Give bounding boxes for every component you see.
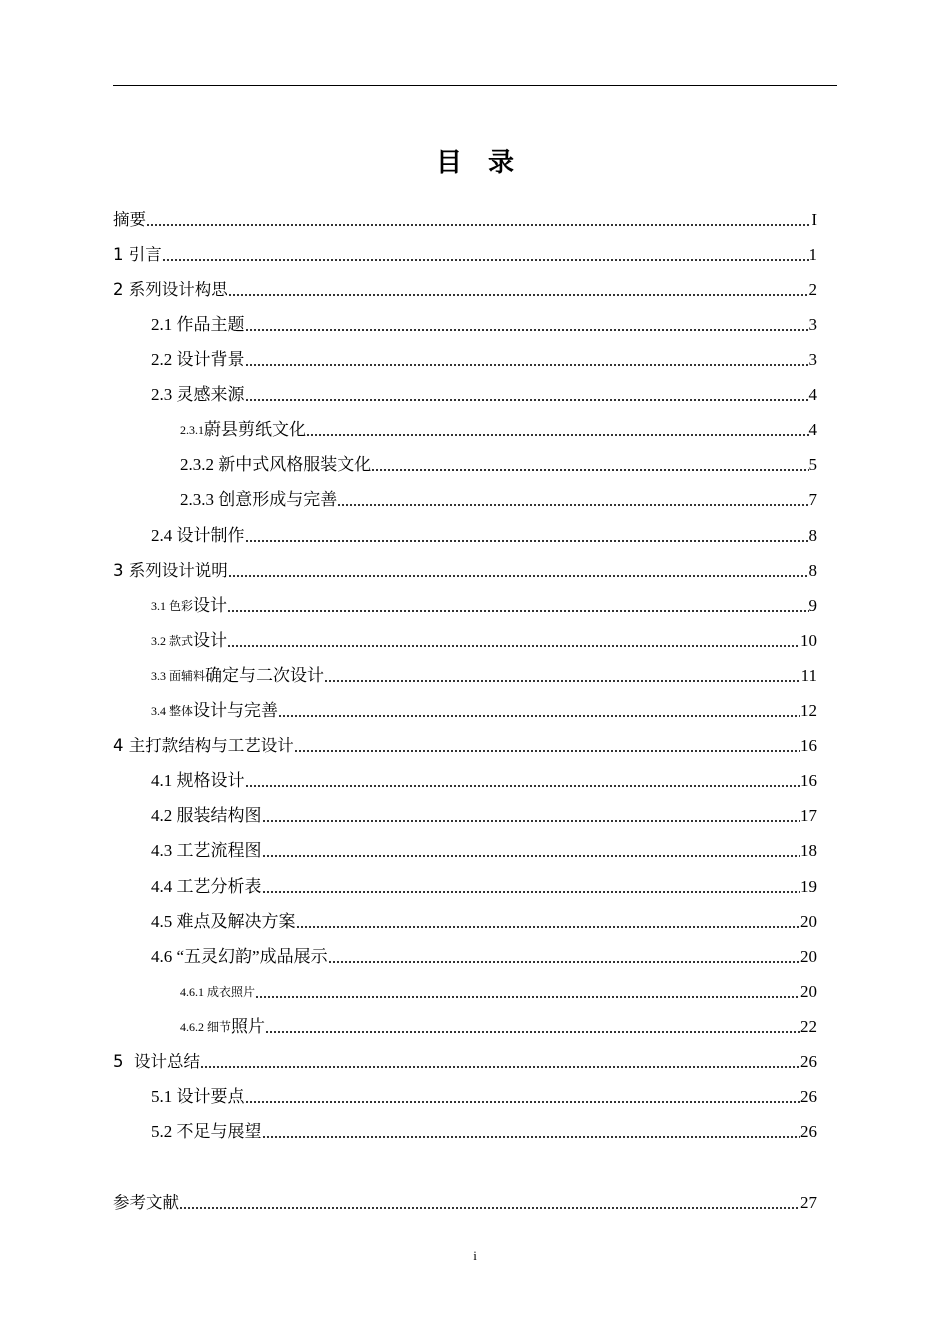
toc-page-number: 2: [808, 280, 817, 299]
toc-label: 1 引言: [113, 245, 162, 264]
toc-label: 设计: [193, 631, 228, 650]
toc-leader: [245, 364, 809, 366]
toc-label: 3 系列设计说明: [113, 561, 228, 580]
toc-number: 2.3.1: [180, 423, 204, 437]
toc-leader: [328, 961, 800, 963]
toc-label: 设计: [193, 596, 228, 615]
toc-label: 4.6 “五灵幻韵”成品展示: [151, 947, 328, 966]
toc-page-number: 16: [800, 771, 817, 790]
toc-leader: [371, 469, 808, 471]
toc-leader: [245, 399, 809, 401]
toc-page-number: 20: [800, 912, 817, 931]
toc-page-number: 4: [808, 385, 817, 404]
toc-label: 4.5 难点及解决方案: [151, 912, 296, 931]
toc-entry-4-6[interactable]: [151, 944, 817, 968]
toc-entry-3-1[interactable]: [151, 593, 817, 617]
toc-label: 5 设计总结: [113, 1052, 200, 1071]
toc-entry-2-3-3[interactable]: [180, 487, 817, 511]
toc-leader: [245, 329, 809, 331]
toc-entry-3-3[interactable]: [151, 663, 817, 687]
toc-page-number: 27: [800, 1193, 817, 1212]
toc-number: 3.2 款式: [151, 634, 194, 648]
toc-label: 蔚县剪纸文化: [204, 420, 306, 439]
toc-label: 2.4 设计制作: [151, 526, 245, 545]
toc-entry-ch1[interactable]: [113, 242, 817, 266]
toc-entry-4-1[interactable]: [151, 768, 817, 792]
toc-leader: [245, 785, 801, 787]
toc-entry-4-6-1[interactable]: [180, 979, 817, 1003]
toc-entry-2-3-2[interactable]: [180, 452, 817, 476]
toc-entry-4-3[interactable]: [151, 838, 817, 862]
toc-page-number: 10: [800, 631, 817, 650]
toc-entry-ch2[interactable]: [113, 277, 817, 301]
toc-leader: [179, 1207, 800, 1209]
toc-page-number: 26: [800, 1122, 817, 1141]
toc-leader: [255, 996, 800, 998]
toc-entry-references[interactable]: [113, 1190, 817, 1214]
toc-label: 4.3 工艺流程图: [151, 841, 262, 860]
toc-leader: [227, 645, 800, 647]
toc-entry-4-2[interactable]: [151, 803, 817, 827]
toc-label: 设计与完善: [193, 701, 279, 720]
toc-number: 3.1 色彩: [151, 599, 194, 613]
toc-leader: [162, 259, 809, 261]
toc-leader: [228, 575, 809, 577]
toc-label: 照片: [231, 1017, 266, 1036]
toc-label: 5.2 不足与展望: [151, 1122, 262, 1141]
toc-leader: [262, 820, 801, 822]
toc-leader: [227, 610, 808, 612]
toc-page-number: 17: [800, 806, 817, 825]
toc-label: 4.4 工艺分析表: [151, 877, 262, 896]
toc-page-number: 19: [800, 877, 817, 896]
toc-page-number: 9: [808, 596, 817, 615]
toc-page-number: 20: [800, 947, 817, 966]
toc-label: 2.3.2 新中式风格服装文化: [180, 455, 372, 474]
toc-page-number: 3: [808, 315, 817, 334]
toc-leader: [262, 891, 801, 893]
toc-label: 5.1 设计要点: [151, 1087, 245, 1106]
toc-label: 4.6.1 成衣照片: [180, 985, 256, 999]
toc-leader: [262, 1136, 801, 1138]
page-title: 目 录: [435, 148, 514, 178]
toc-leader: [294, 750, 800, 752]
toc-leader: [146, 224, 811, 226]
toc-leader: [200, 1066, 800, 1068]
toc-label: 2.2 设计背景: [151, 350, 245, 369]
toc-page-number: 8: [808, 526, 817, 545]
toc-leader: [262, 855, 801, 857]
toc-leader: [296, 926, 801, 928]
toc-entry-4-5[interactable]: [151, 909, 817, 933]
toc-leader: [245, 540, 809, 542]
toc-label: 确定与二次设计: [205, 666, 325, 685]
toc-entry-ch4[interactable]: [113, 733, 817, 757]
toc-number: 3.3 面辅料: [151, 669, 206, 683]
toc-entry-2-1[interactable]: [151, 312, 817, 336]
toc-page-number: 26: [800, 1052, 817, 1071]
toc-entry-3-4[interactable]: [151, 698, 817, 722]
toc-page-number: 1: [808, 245, 817, 264]
toc-label: 2.3 灵感来源: [151, 385, 245, 404]
toc-page-number: 16: [800, 736, 817, 755]
toc-page-number: 5: [808, 455, 817, 474]
toc-page-number: 11: [800, 666, 817, 685]
toc-page-number: 8: [808, 561, 817, 580]
toc-label: 2.3.3 创意形成与完善: [180, 490, 338, 509]
toc-page-number: 3: [808, 350, 817, 369]
toc-entry-5-2[interactable]: [151, 1119, 817, 1143]
toc-entry-4-4[interactable]: [151, 874, 817, 898]
toc-entry-4-6-2[interactable]: [180, 1014, 817, 1038]
toc-label: 4 主打款结构与工艺设计: [113, 736, 294, 755]
toc-leader: [265, 1031, 800, 1033]
toc-label: 参考文献: [113, 1193, 179, 1212]
toc-entry-2-4[interactable]: [151, 523, 817, 547]
toc-leader: [278, 715, 800, 717]
toc-label: 4.1 规格设计: [151, 771, 245, 790]
toc-page-number: 7: [808, 490, 817, 509]
toc-leader: [245, 1101, 801, 1103]
toc-entry-ch5[interactable]: [113, 1049, 817, 1073]
toc-label: 2.1 作品主题: [151, 315, 245, 334]
toc-page-number: 20: [800, 982, 817, 1001]
toc-label: 4.2 服装结构图: [151, 806, 262, 825]
toc-page-number: 22: [800, 1017, 817, 1036]
toc-entry-3-2[interactable]: [151, 628, 817, 652]
toc-entry-ch3[interactable]: [113, 558, 817, 582]
toc-entry-2-2[interactable]: [151, 347, 817, 371]
toc-page-number: 26: [800, 1087, 817, 1106]
toc-label: 摘要: [113, 210, 146, 229]
toc-page-number: 18: [800, 841, 817, 860]
toc-label: 2 系列设计构思: [113, 280, 228, 299]
toc-entry-2-3[interactable]: [151, 382, 817, 406]
toc-entry-2-3-1[interactable]: [180, 417, 817, 441]
toc-entry-abstract[interactable]: [113, 207, 817, 231]
toc-leader: [228, 294, 809, 296]
toc-page-number: 4: [808, 420, 817, 439]
toc-number: 3.4 整体: [151, 704, 194, 718]
toc-leader: [306, 434, 809, 436]
footer-page-number: i: [473, 1248, 477, 1263]
toc-entry-5-1[interactable]: [151, 1084, 817, 1108]
toc-page-number: I: [811, 210, 817, 229]
toc-number: 4.6.2 细节: [180, 1020, 232, 1034]
toc-page-number: 12: [800, 701, 817, 720]
header-rule: [113, 85, 837, 86]
toc-leader: [324, 680, 801, 682]
toc-leader: [337, 504, 808, 506]
